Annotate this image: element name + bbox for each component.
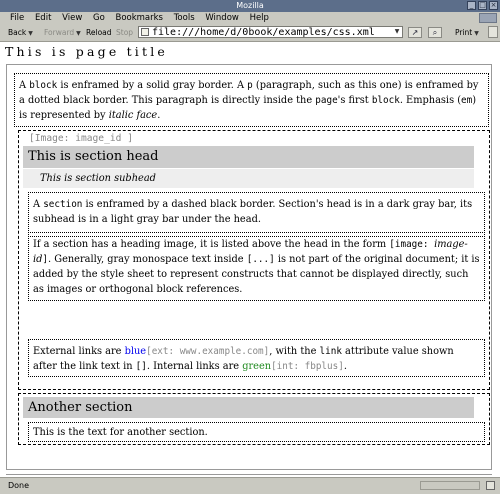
menu-file[interactable]: File bbox=[10, 13, 25, 23]
internal-link[interactable]: green bbox=[242, 361, 272, 372]
section-subhead: This is section subhead bbox=[23, 169, 474, 188]
back-dropdown-icon[interactable]: ▼ bbox=[28, 30, 33, 37]
menu-edit[interactable]: Edit bbox=[34, 13, 52, 23]
text: If a section has a heading image, it is listed above the head in the form bbox=[33, 239, 390, 250]
maximize-icon[interactable]: □ bbox=[479, 1, 486, 9]
window-titlebar bbox=[0, 0, 500, 12]
code-link: link bbox=[319, 346, 342, 357]
throbber-icon bbox=[479, 13, 497, 23]
status-text: Done bbox=[8, 481, 30, 490]
menu-window[interactable]: Window bbox=[205, 13, 239, 23]
section-head: Another section bbox=[23, 397, 474, 418]
menubar bbox=[0, 12, 500, 24]
forward-label: Forward bbox=[44, 28, 75, 37]
code-image-open: [image: bbox=[389, 239, 435, 250]
text: External links are bbox=[33, 346, 125, 357]
text: . Emphasis ( bbox=[399, 95, 462, 106]
forward-dropdown-icon[interactable]: ▼ bbox=[76, 30, 81, 37]
print-dropdown-icon[interactable]: ▼ bbox=[474, 30, 479, 37]
code-ellipsis: [...] bbox=[246, 254, 275, 265]
activity-icon bbox=[488, 26, 498, 38]
page-icon bbox=[141, 28, 149, 36]
back-label: Back bbox=[8, 28, 27, 37]
text: is enframed by a dashed black border. Section's head is in a dark gray bar, its subhead is in a light gray bar under the head. bbox=[33, 199, 473, 225]
section-paragraph-1 bbox=[28, 192, 485, 237]
go-icon[interactable]: ↗ bbox=[408, 27, 422, 38]
stop-button[interactable]: Stop bbox=[116, 28, 134, 37]
code-em: em bbox=[461, 95, 473, 106]
window-controls bbox=[467, 1, 498, 10]
minimize-icon[interactable]: _ bbox=[467, 1, 476, 10]
url-input[interactable] bbox=[152, 26, 387, 38]
text: A bbox=[19, 80, 30, 91]
navigation-toolbar bbox=[0, 24, 500, 42]
text: 's first bbox=[337, 95, 372, 106]
text: . bbox=[343, 361, 347, 372]
code-block: block bbox=[371, 95, 400, 106]
section-paragraph-2 bbox=[28, 232, 485, 301]
window-title: Mozilla bbox=[236, 1, 264, 10]
intro-paragraph bbox=[14, 73, 489, 127]
text: attribute value shown after the link text in bbox=[33, 346, 454, 372]
internal-link-ref: [int: fbplus] bbox=[271, 361, 344, 372]
code-section: section bbox=[43, 199, 83, 210]
text: is enframed by a solid gray border. A bbox=[57, 80, 248, 91]
text: ) is represented by bbox=[19, 95, 477, 121]
image-reference: [Image: image_id ] bbox=[29, 133, 133, 144]
code-p: p bbox=[247, 80, 253, 91]
code-image-close: ] bbox=[42, 254, 49, 265]
print-button[interactable] bbox=[455, 28, 479, 37]
text: . Generally, gray monospace text inside bbox=[48, 254, 247, 265]
search-icon[interactable]: ⌕ bbox=[428, 27, 442, 38]
section-head: This is section head bbox=[23, 146, 474, 168]
url-dropdown-icon[interactable]: ▼ bbox=[394, 28, 400, 35]
progress-bar bbox=[420, 481, 480, 490]
page-title: This is page title bbox=[5, 44, 169, 59]
external-link-ref: [ext: www.example.com] bbox=[146, 346, 270, 357]
code-block: block bbox=[29, 80, 58, 91]
text: , with the bbox=[269, 346, 320, 357]
close-icon[interactable]: × bbox=[490, 1, 497, 9]
text: is not part of the original document; it is added by the style sheet to represent constructs that cannot be displayed directly, such as images or orthogonal block references. bbox=[33, 254, 480, 295]
block-2 bbox=[6, 474, 492, 475]
section-paragraph: This is the text for another section. bbox=[28, 422, 485, 442]
menu-bookmarks[interactable]: Bookmarks bbox=[115, 13, 163, 23]
section-paragraph-3 bbox=[28, 339, 485, 377]
emphasis: italic face bbox=[108, 110, 158, 121]
emphasis: image-id bbox=[33, 239, 468, 265]
forward-button[interactable] bbox=[44, 28, 81, 37]
status-bar bbox=[0, 477, 500, 494]
page-content[interactable] bbox=[0, 42, 500, 475]
security-icon[interactable] bbox=[486, 481, 495, 490]
menu-view[interactable]: View bbox=[62, 13, 83, 23]
text: A bbox=[33, 199, 44, 210]
code-brackets: [] bbox=[135, 361, 147, 372]
print-label: Print bbox=[455, 28, 473, 37]
menu-go[interactable]: Go bbox=[92, 13, 105, 23]
text: (paragraph, such as this one) is enframed by a dotted black border. This paragraph is directly inside the bbox=[19, 80, 479, 106]
external-link[interactable]: blue bbox=[124, 346, 147, 357]
code-page: page bbox=[315, 95, 338, 106]
reload-button[interactable]: Reload bbox=[86, 28, 112, 37]
text: . Internal links are bbox=[146, 361, 243, 372]
url-bar[interactable] bbox=[138, 26, 403, 38]
text: . bbox=[157, 110, 161, 121]
menu-tools[interactable]: Tools bbox=[173, 13, 195, 23]
menu-help[interactable]: Help bbox=[249, 13, 269, 23]
back-button[interactable] bbox=[8, 28, 33, 37]
